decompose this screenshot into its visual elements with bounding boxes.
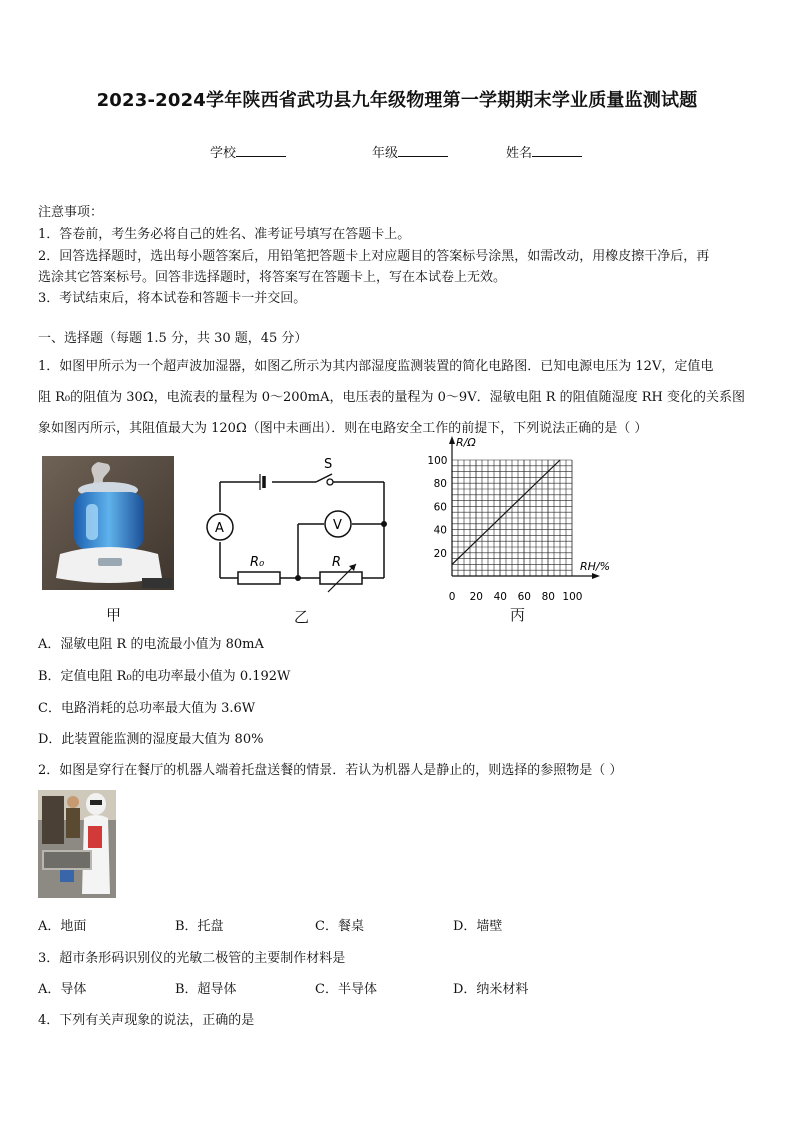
- school-blank: [236, 144, 286, 157]
- y-tick-label: 40: [433, 524, 447, 537]
- q1-line-3: 象如图丙所示，其阻值最大为 120Ω（图中未画出）．则在电路安全工作的前提下，下列说法正确的是（ ）: [38, 421, 648, 436]
- fig-label-a: 甲: [106, 606, 122, 624]
- junction-dot-right: [381, 521, 387, 527]
- q1-line-1: 1．如图甲所示为一个超声波加湿器，如图乙所示为其内部湿度监测装置的简化电路图．已知电源电压为 12V，定值电: [38, 359, 714, 374]
- r0-label: R₀: [250, 555, 265, 570]
- q3-option-c: C．半导体: [315, 982, 377, 997]
- switch-contact: [327, 479, 333, 485]
- y-tick-label: 100: [427, 455, 448, 467]
- q2-text: 2．如图是穿行在餐厅的机器人端着托盘送餐的情景．若认为机器人是静止的，则选择的参照物是（ ）: [38, 763, 623, 778]
- q2-option-d: D．墙壁: [453, 919, 503, 934]
- x-tick-label: 40: [493, 591, 507, 603]
- y-axis-arrow: [449, 436, 455, 444]
- x-tick-label: 60: [517, 591, 531, 603]
- x-tick-label: 100: [562, 591, 583, 603]
- name-blank: [532, 144, 582, 157]
- note-2a: 2．回答选择题时，选出每小题答案后，用铅笔把答题卡上对应题目的答案标号涂黑，如需改动，用橡皮擦干净后，再: [38, 249, 710, 264]
- note-3: 3．考试结束后，将本试卷和答题卡一并交回。: [38, 291, 307, 306]
- school-label: 学校: [210, 146, 237, 161]
- q3-option-b: B．超导体: [175, 982, 237, 997]
- q1-line-2: 阻 R₀的阻值为 30Ω，电流表的量程为 0～200mA，电压表的量程为 0～9V．湿敏电阻 R 的阻值随湿度 RH 变化的关系图: [38, 390, 746, 405]
- r-label: R: [332, 555, 342, 570]
- q2-option-a: A．地面: [38, 919, 87, 934]
- q1-option-b: B．定值电阻 R₀的电功率最小值为 0.192W: [38, 669, 291, 684]
- q1-option-a: A．湿敏电阻 R 的电流最小值为 80mA: [38, 637, 264, 652]
- fig-label-c: 丙: [510, 606, 526, 624]
- y-tick-label: 80: [433, 478, 447, 491]
- q1-option-d: D．此装置能监测的湿度最大值为 80%: [38, 732, 264, 747]
- resistor-r0: [238, 572, 280, 584]
- switch-label: S: [324, 457, 333, 472]
- grade-field: [372, 142, 448, 161]
- x-axis-label: RH/%: [580, 560, 611, 573]
- q3-text: 3．超市条形码识别仪的光敏二极管的主要制作材料是: [38, 951, 346, 966]
- page-title: 2023-2024学年陕西省武功县九年级物理第一学期期末学业质量监测试题: [96, 90, 698, 111]
- chart-grid: [452, 460, 572, 576]
- grade-label: 年级: [372, 146, 399, 161]
- q4-text: 4．下列有关声现象的说法，正确的是: [38, 1013, 255, 1028]
- q3-option-d: D．纳米材料: [453, 982, 529, 997]
- notes-heading: 注意事项：: [38, 205, 104, 220]
- y-tick-label: 60: [433, 501, 447, 514]
- section-heading: 一、选择题（每题 1.5 分，共 30 题，45 分）: [38, 331, 308, 346]
- circuit-diagram: [204, 452, 394, 602]
- grade-blank: [398, 144, 448, 157]
- x-axis-arrow: [592, 573, 600, 579]
- note-1: 1．答卷前，考生务必将自己的姓名、准考证号填写在答题卡上。: [38, 227, 411, 242]
- robot-photo: [38, 790, 116, 898]
- x-tick-label: 80: [541, 591, 555, 603]
- ammeter-label: A: [215, 521, 224, 536]
- junction-dot-left: [295, 575, 301, 581]
- q3-option-a: A．导体: [38, 982, 87, 997]
- name-label: 姓名: [506, 146, 533, 161]
- x-tick-label: 20: [469, 591, 483, 603]
- humidifier-image: [42, 456, 174, 590]
- fig-label-b: 乙: [294, 608, 310, 626]
- name-field: [506, 142, 582, 161]
- y-tick-label: 20: [433, 547, 447, 560]
- x-tick-label: 0: [448, 591, 456, 603]
- note-2b: 选涂其它答案标号。回答非选择题时，将答案写在答题卡上，写在本试卷上无效。: [38, 270, 507, 285]
- q2-option-c: C．餐桌: [315, 919, 364, 934]
- q1-option-c: C．电路消耗的总功率最大值为 3.6W: [38, 701, 256, 716]
- rh-chart: [420, 436, 620, 606]
- resistor-r: [320, 572, 362, 584]
- y-axis-label: R/Ω: [456, 436, 476, 449]
- school-field: [210, 142, 286, 161]
- q2-option-b: B．托盘: [175, 919, 224, 934]
- voltmeter-label: V: [333, 518, 342, 533]
